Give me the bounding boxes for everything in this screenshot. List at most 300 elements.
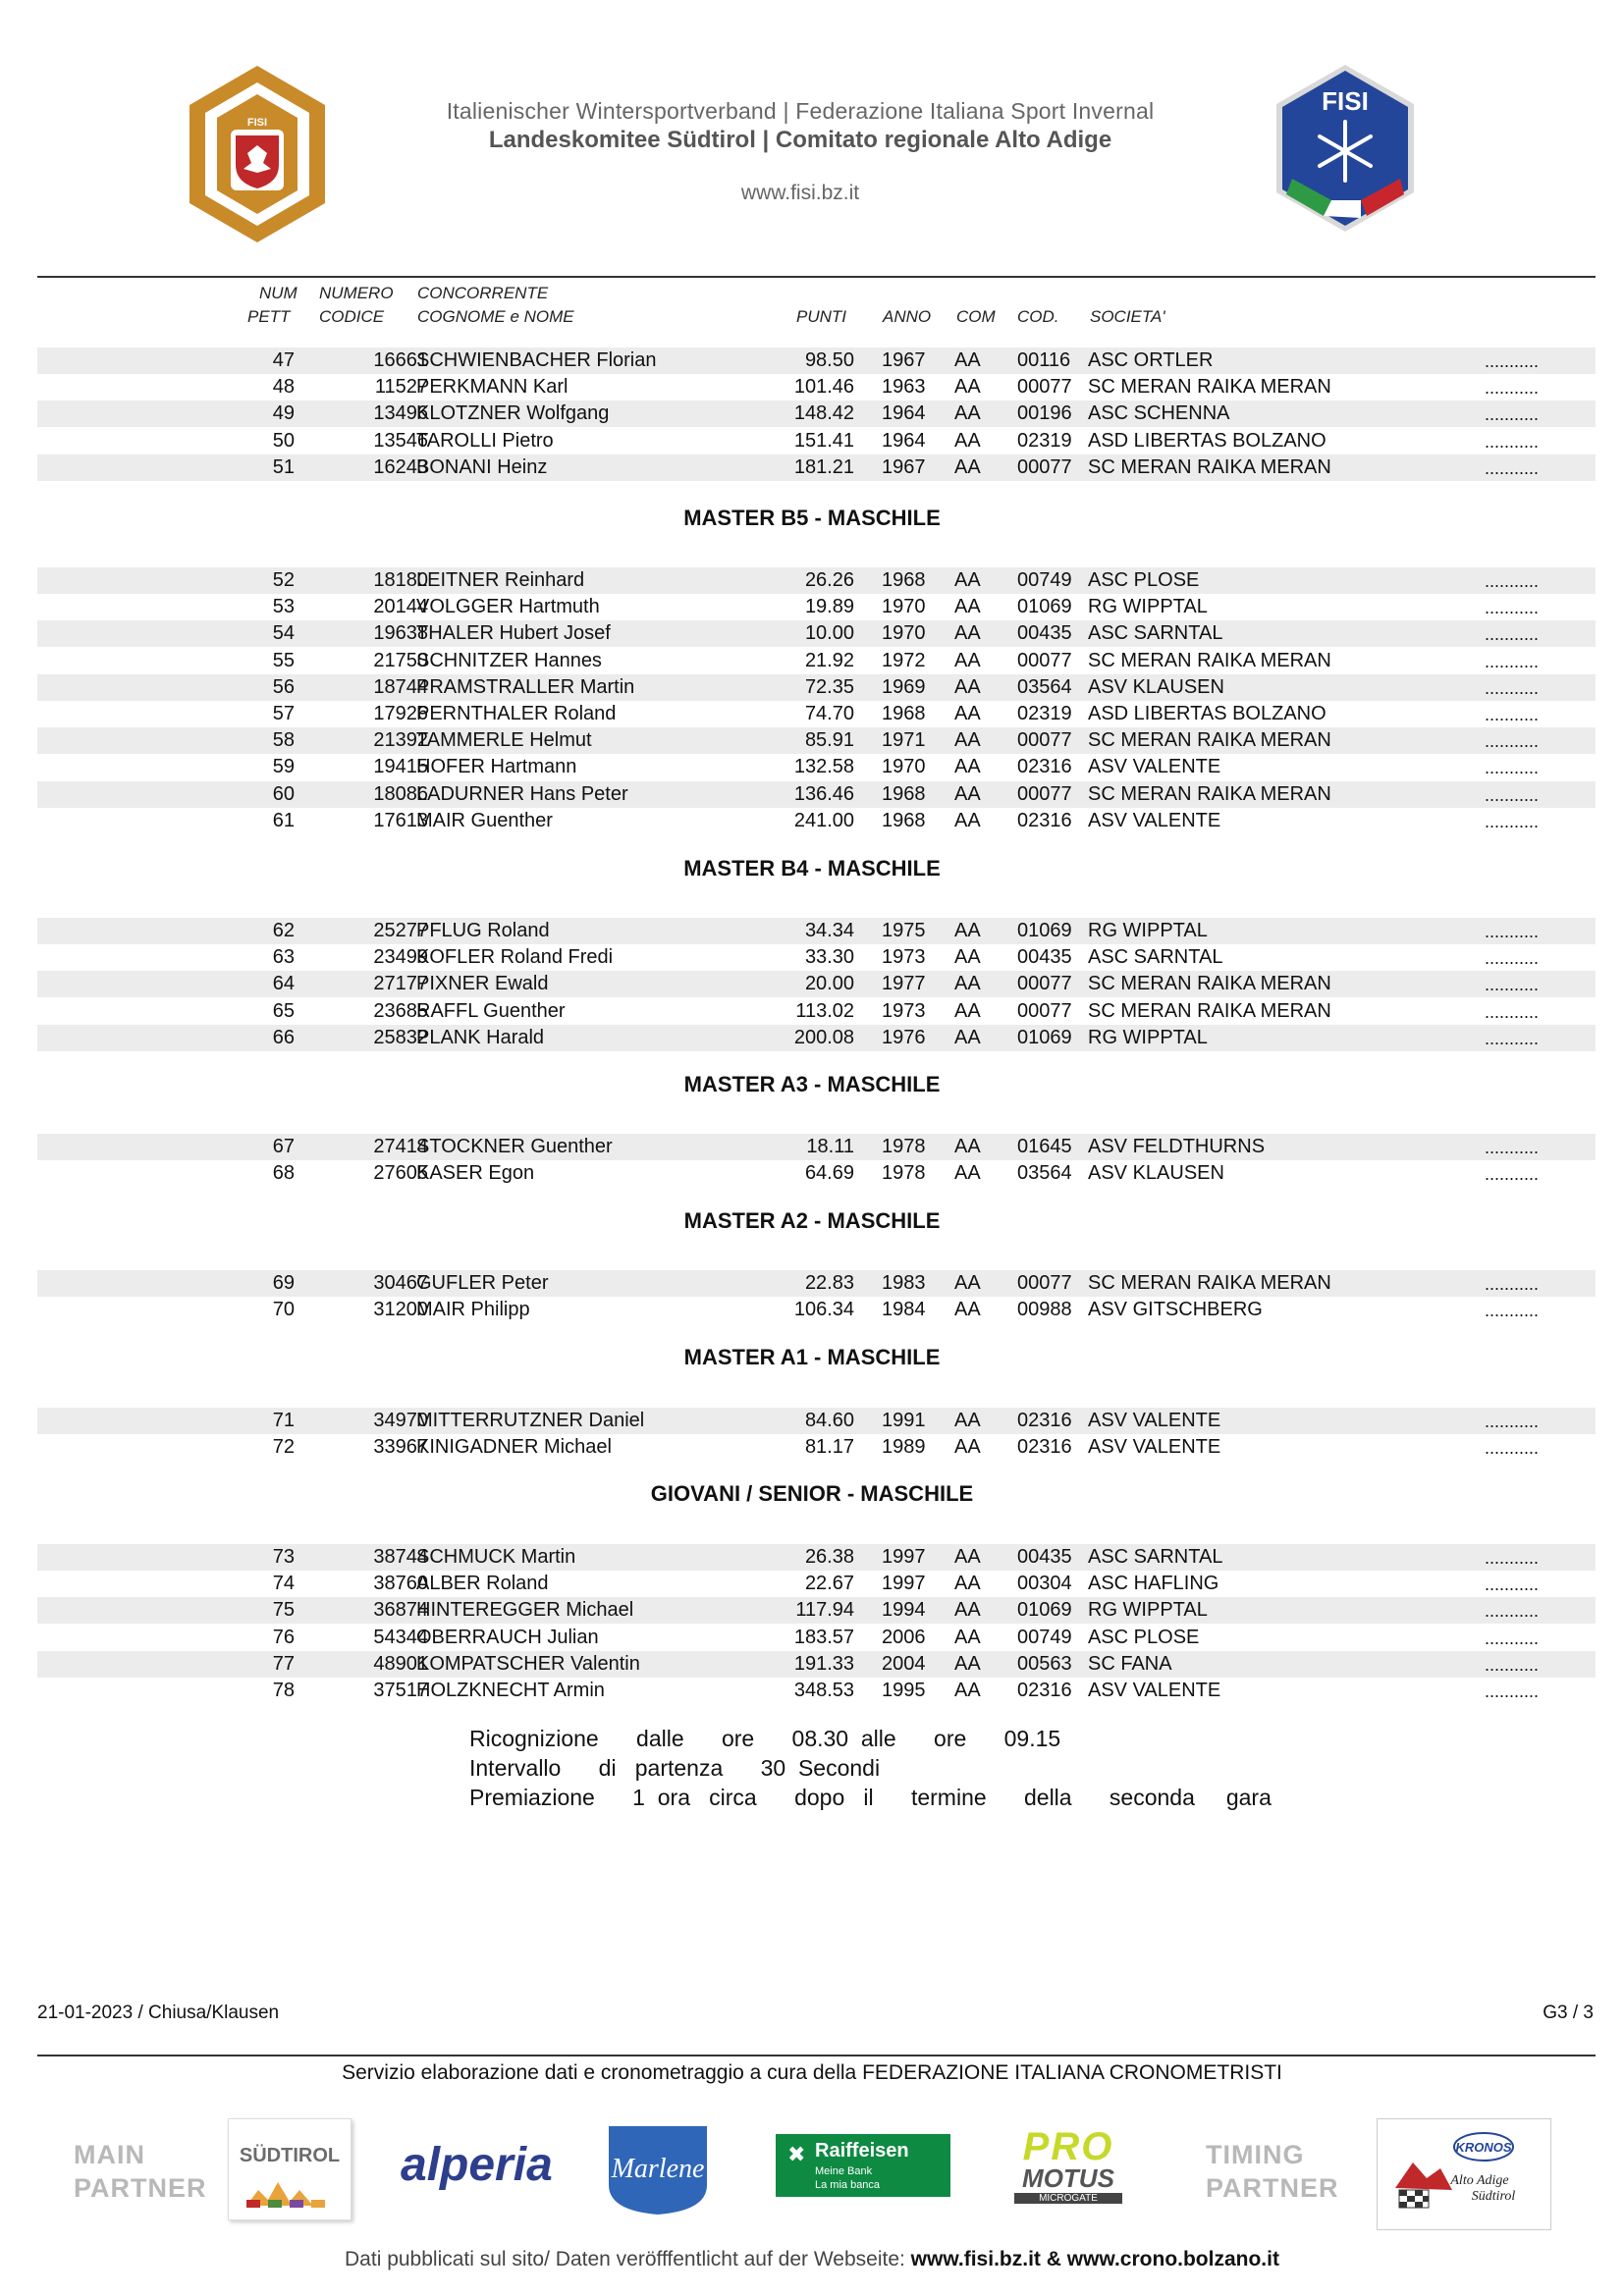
cell-points: 21.92: [804, 649, 854, 671]
cell-name: KOFLER Roland Fredi: [416, 946, 614, 969]
cell-com: AA: [954, 429, 981, 452]
cell-cod: 00435: [1017, 622, 1072, 645]
cell-cod: 00988: [1017, 1299, 1072, 1321]
cell-year: 1977: [882, 973, 926, 995]
cell-points: 183.57: [793, 1626, 854, 1648]
cell-year: 1971: [882, 729, 926, 752]
table-row: [37, 454, 1596, 481]
cell-cod: 02316: [1017, 809, 1072, 831]
cell-society: ASV VALENTE: [1088, 809, 1221, 831]
cell-year: 1964: [882, 429, 926, 452]
col-society: SOCIETA': [1090, 307, 1165, 326]
cell-year: 1964: [882, 402, 926, 425]
table-row: [37, 648, 1596, 674]
cell-placeholder-dots: ...........: [1485, 651, 1540, 671]
cell-placeholder-dots: ...........: [1485, 1164, 1540, 1185]
cell-cod: 03564: [1017, 1162, 1072, 1185]
cell-year: 1970: [882, 622, 926, 645]
cell-code: 38744: [373, 1546, 428, 1568]
cell-num: 60: [272, 782, 295, 805]
cell-num: 53: [272, 596, 295, 618]
cell-name: PLANK Harald: [416, 1026, 545, 1048]
cell-points: 117.94: [795, 1599, 854, 1622]
table-row: [37, 808, 1596, 834]
cell-com: AA: [954, 649, 981, 671]
cell-code: 21392: [373, 729, 428, 752]
col-cod: COD.: [1017, 307, 1059, 326]
cell-num: 47: [272, 349, 295, 371]
cell-year: 1994: [882, 1599, 926, 1622]
cell-society: ASD LIBERTAS BOLZANO: [1088, 429, 1326, 452]
cell-placeholder-dots: ...........: [1485, 948, 1540, 969]
cell-code: 25277: [373, 920, 428, 941]
cell-cod: 03564: [1017, 675, 1072, 698]
cell-cod: 02316: [1017, 1410, 1072, 1431]
cell-com: AA: [954, 946, 981, 969]
cell-com: AA: [954, 376, 981, 399]
cell-points: 10.00: [804, 622, 854, 645]
cell-num: 52: [272, 569, 295, 591]
cell-com: AA: [954, 973, 981, 995]
cell-name: KASER Egon: [416, 1162, 535, 1185]
cell-code: 20144: [373, 596, 428, 618]
cell-placeholder-dots: ...........: [1485, 378, 1540, 399]
cell-year: 1967: [882, 349, 926, 371]
cell-name: PIXNER Ewald: [416, 973, 549, 995]
cell-year: 1973: [882, 946, 926, 969]
table-row: [37, 1408, 1596, 1434]
marlene-logo: [601, 2120, 715, 2216]
section-title: MASTER A1 - MASCHILE: [683, 1345, 941, 1369]
cell-points: 151.41: [793, 429, 854, 452]
cell-society: ASC SARNTAL: [1088, 946, 1223, 969]
cell-code: 34970: [373, 1410, 428, 1431]
main-partner-label: MAIN PARTNER: [74, 2140, 207, 2203]
cell-code: 19638: [373, 622, 428, 645]
cell-points: 113.02: [795, 999, 854, 1022]
cell-placeholder-dots: ...........: [1485, 1001, 1540, 1022]
cell-name: MITTERRUTZNER Daniel: [416, 1410, 645, 1431]
table-row: [37, 944, 1596, 971]
cell-placeholder-dots: ...........: [1485, 1575, 1540, 1595]
cell-com: AA: [954, 1626, 981, 1648]
cell-com: AA: [954, 402, 981, 425]
svg-text:FISI: FISI: [246, 117, 268, 129]
cell-num: 69: [272, 1272, 295, 1294]
table-row: [37, 971, 1596, 997]
cell-placeholder-dots: ...........: [1485, 677, 1540, 698]
cell-num: 76: [272, 1626, 295, 1648]
cell-year: 1978: [882, 1162, 926, 1185]
footer-date-place: 21-01-2023 / Chiusa/Klausen: [37, 2002, 280, 2023]
cell-placeholder-dots: ...........: [1485, 758, 1540, 778]
cell-placeholder-dots: ...........: [1485, 975, 1540, 995]
col-num-top: NUM: [259, 284, 298, 302]
cell-cod: 00304: [1017, 1573, 1072, 1595]
cell-points: 106.34: [793, 1299, 854, 1321]
cell-code: 18086: [373, 782, 428, 805]
section-title: MASTER A2 - MASCHILE: [683, 1208, 941, 1233]
cell-society: RG WIPPTAL: [1088, 596, 1208, 618]
cell-cod: 01069: [1017, 1026, 1072, 1048]
table-row: [37, 1651, 1596, 1678]
cell-points: 85.91: [804, 729, 854, 752]
cell-year: 1976: [882, 1026, 926, 1048]
cell-com: AA: [954, 1599, 981, 1622]
cell-name: SCHWIENBACHER Florian: [416, 349, 657, 371]
cell-com: AA: [954, 1546, 981, 1568]
cell-points: 136.46: [793, 782, 854, 805]
cell-society: SC MERAN RAIKA MERAN: [1088, 455, 1331, 478]
cell-year: 1968: [882, 782, 926, 805]
cell-num: 55: [272, 649, 295, 671]
cell-society: SC FANA: [1088, 1652, 1172, 1675]
cell-points: 72.35: [804, 675, 854, 698]
cell-code: 37517: [373, 1680, 428, 1701]
svg-text:KRONOS: KRONOS: [1455, 2140, 1512, 2155]
cell-name: RAFFL Guenther: [416, 999, 566, 1022]
table-row: [37, 754, 1596, 780]
cell-year: 1968: [882, 703, 926, 724]
cell-cod: 01069: [1017, 596, 1072, 618]
cell-points: 348.53: [793, 1680, 854, 1701]
cell-year: 1997: [882, 1573, 926, 1595]
cell-cod: 01069: [1017, 920, 1072, 941]
cell-society: ASV VALENTE: [1088, 756, 1221, 778]
fisi-site-link[interactable]: www.fisi.bz.it: [910, 2248, 1041, 2270]
cell-code: 27177: [373, 973, 428, 995]
cell-code: 17613: [373, 809, 428, 831]
cell-cod: 00077: [1017, 729, 1072, 752]
col-code-top: NUMERO: [319, 284, 394, 302]
cell-code: 13496: [373, 402, 428, 425]
cell-cod: 00077: [1017, 649, 1072, 671]
cell-code: 16661: [373, 349, 428, 371]
cell-com: AA: [954, 703, 981, 724]
table-row: [37, 1625, 1596, 1651]
section-title: MASTER B5 - MASCHILE: [683, 506, 941, 530]
cell-placeholder-dots: ...........: [1485, 922, 1540, 941]
cell-com: AA: [954, 999, 981, 1022]
raiffeisen-logo: ✖ Raiffeisen Meine Bank La mia banca: [776, 2134, 950, 2197]
crono-site-link[interactable]: www.crono.bolzano.it: [1066, 2248, 1279, 2270]
cell-num: 65: [272, 999, 295, 1022]
table-row: [37, 1434, 1596, 1461]
cell-num: 72: [272, 1436, 295, 1459]
cell-points: 200.08: [793, 1026, 854, 1048]
table-row: [37, 347, 1596, 374]
cell-code: 38760: [373, 1573, 428, 1595]
cell-placeholder-dots: ...........: [1485, 1301, 1540, 1321]
cell-placeholder-dots: ...........: [1485, 731, 1540, 752]
col-code-bottom: CODICE: [319, 307, 385, 326]
cell-points: 241.00: [793, 809, 854, 831]
cell-society: RG WIPPTAL: [1088, 1026, 1208, 1048]
cell-num: 56: [272, 675, 295, 698]
cell-num: 50: [272, 429, 295, 452]
cell-society: ASV KLAUSEN: [1088, 675, 1224, 698]
cell-year: 1970: [882, 596, 926, 618]
cell-points: 22.83: [804, 1272, 854, 1294]
cell-num: 57: [272, 703, 295, 724]
cell-name: PERKMANN Karl: [416, 376, 568, 399]
cell-points: 26.26: [804, 569, 854, 591]
footer-page-number: G3 / 3: [1543, 2002, 1594, 2023]
cell-society: SC MERAN RAIKA MERAN: [1088, 782, 1331, 805]
cell-points: 26.38: [804, 1546, 854, 1568]
cell-num: 78: [272, 1680, 295, 1701]
cell-num: 59: [272, 756, 295, 778]
cell-name: GUFLER Peter: [416, 1272, 549, 1294]
cell-com: AA: [954, 920, 981, 941]
note-start-interval: Intervallo di partenza 30 Secondi: [469, 1755, 881, 1781]
cell-year: 1968: [882, 809, 926, 831]
table-row: [37, 701, 1596, 727]
cell-code: 25832: [373, 1026, 428, 1048]
cell-placeholder-dots: ...........: [1485, 1028, 1540, 1048]
cell-num: 77: [272, 1652, 295, 1675]
kronos-logo: [1377, 2118, 1551, 2230]
cell-society: RG WIPPTAL: [1088, 920, 1208, 941]
cell-placeholder-dots: ...........: [1485, 431, 1540, 452]
cell-cod: 00435: [1017, 1546, 1072, 1568]
cell-name: KLOTZNER Wolfgang: [416, 402, 610, 425]
cell-code: 13546: [373, 429, 428, 452]
cell-year: 1997: [882, 1546, 926, 1568]
cell-com: AA: [954, 1299, 981, 1321]
cell-num: 49: [272, 402, 295, 425]
col-com: COM: [956, 307, 996, 326]
cell-com: AA: [954, 455, 981, 478]
header-divider: [37, 276, 1596, 278]
cell-placeholder-dots: ...........: [1485, 811, 1540, 831]
cell-year: 1978: [882, 1136, 926, 1157]
cell-num: 67: [272, 1136, 295, 1157]
cell-cod: 00435: [1017, 946, 1072, 969]
cell-com: AA: [954, 569, 981, 591]
table-row: [37, 428, 1596, 454]
col-name-bottom: COGNOME e NOME: [417, 307, 574, 326]
cell-placeholder-dots: ...........: [1485, 1438, 1540, 1459]
pro-motus-logo: PRO MOTUS MICROGATE: [1000, 2128, 1137, 2213]
cell-points: 84.60: [804, 1410, 854, 1431]
cell-code: 54344: [373, 1626, 428, 1648]
header-committee-line: Landeskomitee Südtirol | Comitato regionale Alto Adige: [488, 127, 1112, 153]
cell-name: KOMPATSCHER Valentin: [416, 1652, 640, 1675]
cell-num: 54: [272, 622, 295, 645]
cell-num: 58: [272, 729, 295, 752]
cell-com: AA: [954, 756, 981, 778]
cell-society: SC MERAN RAIKA MERAN: [1088, 999, 1331, 1022]
table-row: [37, 781, 1596, 808]
cell-year: 1984: [882, 1299, 926, 1321]
svg-text:Südtirol: Südtirol: [1471, 2189, 1516, 2204]
cell-points: 19.89: [804, 596, 854, 618]
cell-cod: 01645: [1017, 1136, 1072, 1157]
cell-society: ASC PLOSE: [1088, 569, 1200, 591]
table-row: [37, 374, 1596, 400]
cell-com: AA: [954, 1573, 981, 1595]
cell-year: 1963: [882, 376, 926, 399]
cell-points: 101.46: [793, 376, 854, 399]
cell-name: LEITNER Reinhard: [416, 569, 585, 591]
fisi-regional-logo: [180, 61, 335, 247]
cell-num: 61: [272, 809, 295, 831]
cell-society: SC MERAN RAIKA MERAN: [1088, 729, 1331, 752]
table-row: [37, 674, 1596, 701]
cell-society: ASC SCHENNA: [1088, 402, 1230, 425]
cell-cod: 00563: [1017, 1652, 1072, 1675]
cell-code: 23499: [373, 946, 428, 969]
table-row: [37, 1597, 1596, 1624]
cell-cod: 00077: [1017, 782, 1072, 805]
table-row: [37, 620, 1596, 647]
cell-num: 75: [272, 1599, 295, 1622]
cell-placeholder-dots: ...........: [1485, 351, 1540, 371]
cell-cod: 00077: [1017, 455, 1072, 478]
cell-code: 11527: [374, 376, 428, 399]
cell-com: AA: [954, 729, 981, 752]
cell-points: 132.58: [793, 756, 854, 778]
cell-code: 18744: [373, 675, 428, 698]
cell-name: SCHNITZER Hannes: [416, 649, 602, 671]
table-row: [37, 1160, 1596, 1187]
header-federation-line: Italienischer Wintersportverband | Federazione Italiana Sport Invernal: [446, 98, 1155, 124]
cell-code: 36874: [373, 1599, 428, 1622]
cell-name: KINIGADNER Michael: [416, 1436, 612, 1459]
cell-name: OBERRAUCH Julian: [416, 1626, 599, 1648]
cell-society: ASC ORTLER: [1088, 349, 1214, 371]
cell-num: 73: [272, 1546, 295, 1568]
cell-year: 1967: [882, 455, 926, 478]
cell-placeholder-dots: ...........: [1485, 624, 1540, 645]
cell-cod: 00077: [1017, 376, 1072, 399]
cell-year: 1968: [882, 569, 926, 591]
table-row: [37, 1270, 1596, 1297]
cell-society: ASC HAFLING: [1088, 1573, 1219, 1595]
cell-placeholder-dots: ...........: [1485, 404, 1540, 425]
cell-num: 63: [272, 946, 295, 969]
cell-placeholder-dots: ...........: [1485, 705, 1540, 724]
cell-cod: 00077: [1017, 973, 1072, 995]
cell-num: 74: [272, 1573, 295, 1595]
cell-num: 71: [272, 1410, 295, 1431]
cell-num: 62: [272, 920, 295, 941]
col-year: ANNO: [883, 307, 932, 326]
cell-com: AA: [954, 1436, 981, 1459]
section-title: MASTER A3 - MASCHILE: [683, 1072, 941, 1096]
cell-com: AA: [954, 782, 981, 805]
cell-year: 1991: [882, 1410, 926, 1431]
cell-name: TAROLLI Pietro: [416, 429, 554, 452]
table-row: [37, 567, 1596, 594]
cell-society: ASD LIBERTAS BOLZANO: [1088, 703, 1326, 724]
cell-com: AA: [954, 675, 981, 698]
col-num-bottom: PETT: [247, 307, 291, 326]
cell-placeholder-dots: ...........: [1485, 1138, 1540, 1157]
table-row: [37, 1134, 1596, 1160]
cell-code: 31200: [373, 1299, 428, 1321]
cell-society: ASV VALENTE: [1088, 1436, 1221, 1459]
svg-text:Alto Adige: Alto Adige: [1450, 2173, 1509, 2188]
table-row: [37, 1544, 1596, 1571]
cell-year: 1973: [882, 999, 926, 1022]
cell-name: PRAMSTRALLER Martin: [416, 675, 635, 698]
cell-placeholder-dots: ...........: [1485, 1274, 1540, 1294]
cell-year: 1969: [882, 675, 926, 698]
cell-year: 1975: [882, 920, 926, 941]
suedtirol-logo: SÜDTIROL: [228, 2118, 352, 2220]
cell-name: MAIR Philipp: [416, 1299, 530, 1321]
header-website[interactable]: www.fisi.bz.it: [740, 182, 860, 204]
cell-points: 181.21: [793, 455, 854, 478]
cell-society: SC MERAN RAIKA MERAN: [1088, 973, 1331, 995]
cell-points: 81.17: [804, 1436, 854, 1459]
table-row: [37, 1025, 1596, 1051]
cell-num: 66: [272, 1026, 295, 1048]
cell-year: 2006: [882, 1626, 926, 1648]
col-name-top: CONCORRENTE: [417, 284, 549, 302]
cell-year: 1983: [882, 1272, 926, 1294]
cell-cod: 00749: [1017, 1626, 1072, 1648]
cell-com: AA: [954, 1026, 981, 1048]
cell-name: VOLGGER Hartmuth: [416, 596, 600, 618]
cell-name: STOCKNER Guenther: [416, 1136, 613, 1157]
cell-cod: 02316: [1017, 1680, 1072, 1701]
cell-name: HOLZKNECHT Armin: [416, 1680, 605, 1701]
cell-num: 51: [272, 455, 295, 478]
cell-society: SC MERAN RAIKA MERAN: [1088, 649, 1331, 671]
cell-code: 33967: [373, 1436, 428, 1459]
cell-points: 98.50: [804, 349, 854, 371]
cell-code: 27605: [373, 1162, 428, 1185]
cell-points: 191.33: [793, 1652, 854, 1675]
cell-points: 20.00: [804, 973, 854, 995]
cell-cod: 02319: [1017, 703, 1072, 724]
cell-points: 18.11: [806, 1136, 854, 1157]
cell-com: AA: [954, 1136, 981, 1157]
cell-code: 16243: [373, 455, 428, 478]
footer-divider: [37, 2055, 1596, 2056]
cell-code: 48901: [373, 1652, 428, 1675]
table-row: [37, 1571, 1596, 1597]
cell-cod: 02316: [1017, 1436, 1072, 1459]
cell-placeholder-dots: ...........: [1485, 598, 1540, 618]
cell-code: 23685: [373, 999, 428, 1022]
cell-num: 70: [272, 1299, 295, 1321]
col-points: PUNTI: [796, 307, 846, 326]
cell-name: HOFER Hartmann: [416, 756, 577, 778]
footer-published-sites: Dati pubblicati sul sito/ Daten veröfffentlicht auf der Webseite: www.fisi.bz.it & www.crono.bolzano.it: [345, 2248, 1279, 2270]
cell-cod: 00116: [1017, 349, 1071, 371]
cell-placeholder-dots: ...........: [1485, 1601, 1540, 1622]
cell-name: PFLUG Roland: [416, 920, 550, 941]
table-row: [37, 918, 1596, 944]
cell-name: THALER Hubert Josef: [416, 622, 611, 645]
svg-text:Marlene: Marlene: [611, 2154, 705, 2184]
cell-placeholder-dots: ...........: [1485, 571, 1540, 591]
cell-society: ASV VALENTE: [1088, 1410, 1221, 1431]
cell-code: 19415: [373, 756, 428, 778]
cell-name: PERNTHALER Roland: [416, 703, 617, 724]
cell-com: AA: [954, 1652, 981, 1675]
timing-partner-label: TIMING PARTNER: [1206, 2140, 1339, 2203]
cell-points: 64.69: [804, 1162, 854, 1185]
note-reconnaissance: Ricognizione dalle ore 08.30 alle ore 09.15: [469, 1726, 1061, 1751]
cell-com: AA: [954, 1162, 981, 1185]
cell-year: 1995: [882, 1680, 926, 1701]
cell-year: 1970: [882, 756, 926, 778]
